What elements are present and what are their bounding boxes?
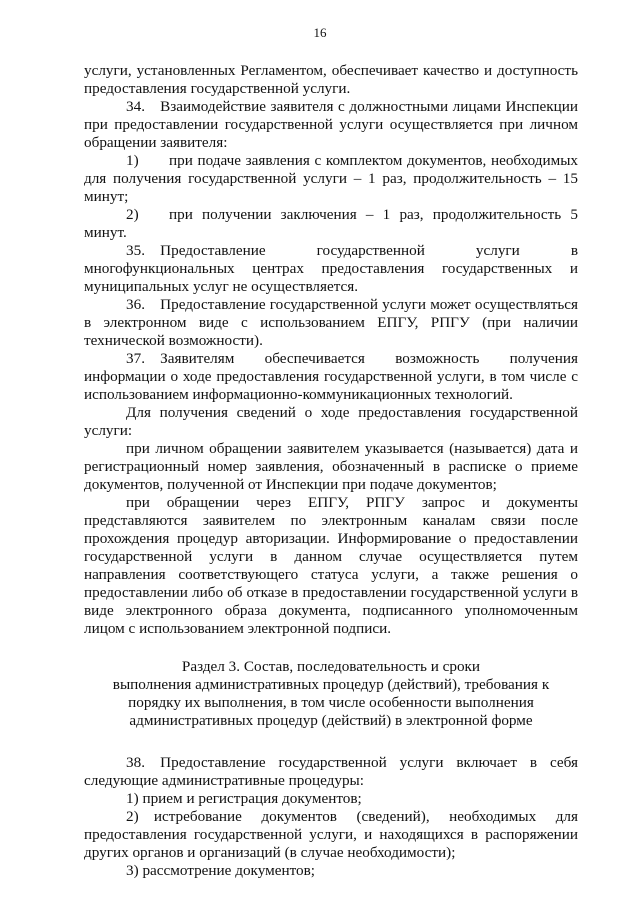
- section-heading-line: порядку их выполнения, в том числе особенности выполнения: [128, 694, 534, 711]
- section-heading: [84, 658, 578, 730]
- paragraph-online-request: при обращении через ЕПГУ, РПГУ запрос и документы представляются заявителем по электронным каналам связи после прохождения процедур авторизации. Информирование о предоставлении государственной услуги в данном случае осуществляется путем направления соответствующего статуса услуги, а также решения о предоставлении либо об отказе в предоставлении государственной услуги в виде электронного образа документа, подписанного уполномоченным лицом с использованием электронной подписи.: [84, 494, 578, 637]
- list-item-2: 2) при получении заключения – 1 раз, продолжительность 5 минут.: [84, 206, 578, 241]
- paragraph-34: 34. Взаимодействие заявителя с должностными лицами Инспекции при предоставлении государственной услуги осуществляется при личном обращении заявителя:: [84, 98, 578, 151]
- paragraph-36: 36. Предоставление государственной услуги может осуществляться в электронном виде с использованием ЕПГУ, РПГУ (при наличии технической возможности).: [84, 296, 578, 349]
- paragraph-personal-visit: при личном обращении заявителем указывается (называется) дата и регистрационный номер заявления, обозначенный в расписке о приеме документов, полученной от Инспекции при подаче документов;: [84, 440, 578, 493]
- page-number: 16: [313, 25, 327, 40]
- section-heading-line: выполнения административных процедур (действий), требования к: [112, 676, 550, 693]
- procedure-item-2: 2) истребование документов (сведений), необходимых для предоставления государственной услуги, и находящихся в распоряжении других органов и организаций (в случае необходимости);: [84, 808, 578, 861]
- document-body: [84, 62, 578, 880]
- paragraph-35: 35. Предоставление государственной услуги в многофункциональных центрах предоставления государственных и муниципальных услуг не осуществляется.: [84, 242, 578, 295]
- section-heading-line: административных процедур (действий) в электронной форме: [129, 712, 533, 729]
- paragraph-status-info: Для получения сведений о ходе предоставления государственной услуги:: [84, 404, 578, 439]
- procedure-item-1: 1) прием и регистрация документов;: [126, 790, 362, 807]
- paragraph: услуги, установленных Регламентом, обеспечивает качество и доступность предоставления государственной услуги.: [84, 62, 578, 97]
- paragraph-37: 37. Заявителям обеспечивается возможность получения информации о ходе предоставления государственной услуги, в том числе с использованием информационно-коммуникационных технологий.: [84, 350, 578, 403]
- procedure-item-3: 3) рассмотрение документов;: [126, 862, 315, 879]
- list-item-1: 1) при подаче заявления с комплектом документов, необходимых для получения государственной услуги – 1 раз, продолжительность – 15 минут;: [84, 152, 578, 205]
- section-heading-line: Раздел 3. Состав, последовательность и сроки: [181, 658, 481, 675]
- paragraph-38: 38. Предоставление государственной услуги включает в себя следующие административные процедуры:: [84, 754, 578, 789]
